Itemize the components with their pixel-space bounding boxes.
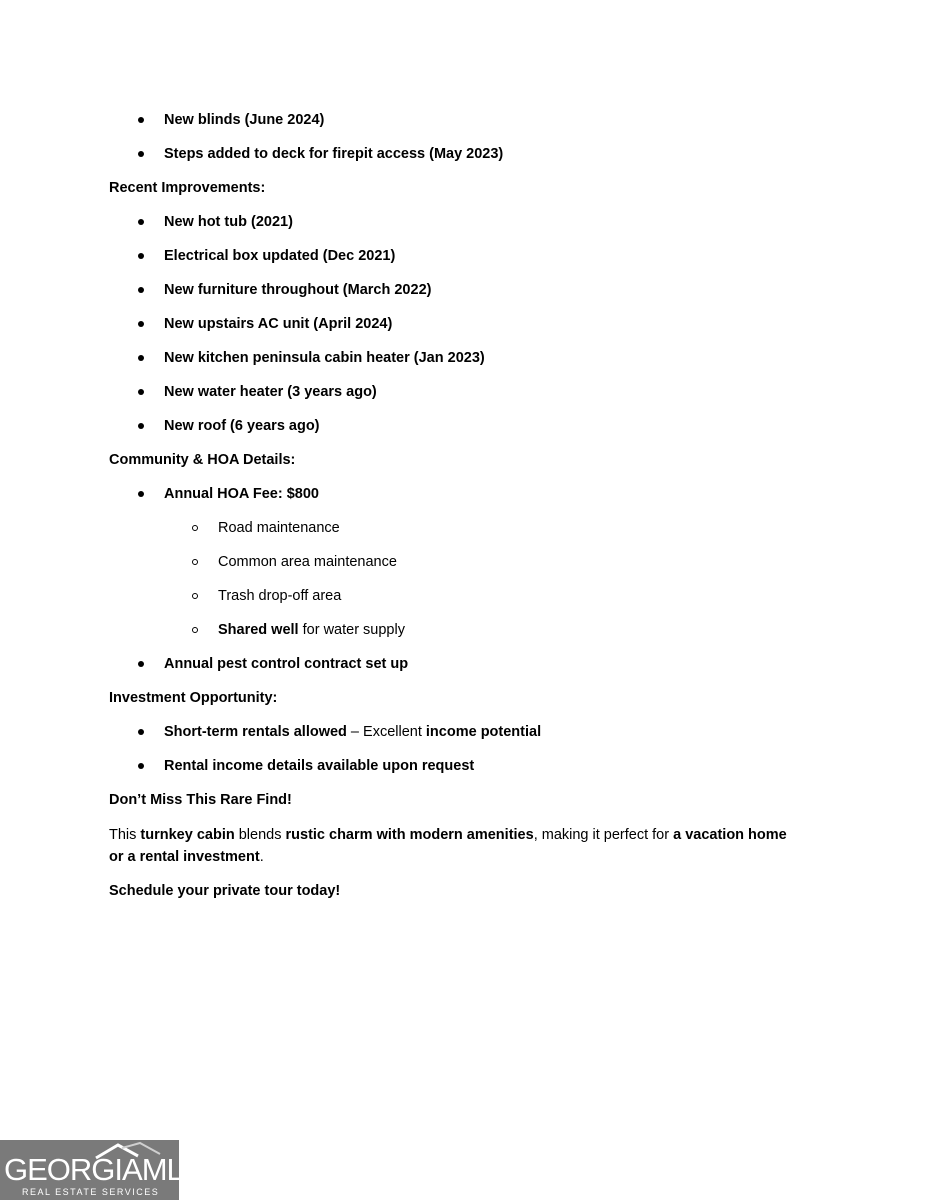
closing-paragraph-line-2: [109, 847, 264, 867]
bullet-icon: [138, 219, 144, 225]
circle-bullet-icon: [192, 593, 198, 599]
bullet-icon: [138, 151, 144, 157]
hoa-sub-item-well: [218, 620, 405, 640]
hoa-sub-item: Trash drop-off area: [218, 588, 342, 604]
list-item: New blinds (June 2024): [164, 112, 325, 128]
closing-paragraph-line-1: [109, 825, 787, 845]
list-item: Steps added to deck for firepit access (May 2023): [164, 146, 504, 162]
bullet-icon: [138, 763, 144, 769]
recent-improvements-heading: Recent Improvements:: [109, 180, 266, 196]
bullet-icon: [138, 423, 144, 429]
turnkey-cabin-text: turnkey cabin: [140, 827, 235, 843]
hoa-sub-item: Road maintenance: [218, 520, 340, 536]
list-item: New water heater (3 years ago): [164, 384, 377, 400]
georgia-mls-logo: [0, 1140, 203, 1200]
circle-bullet-icon: [192, 525, 198, 531]
investment-heading: Investment Opportunity:: [109, 690, 278, 706]
bullet-icon: [138, 287, 144, 293]
list-item: New roof (6 years ago): [164, 418, 320, 434]
bullet-icon: [138, 729, 144, 735]
circle-bullet-icon: [192, 627, 198, 633]
str-label: Short-term rentals allowed: [164, 724, 347, 740]
text-run: blends: [234, 827, 286, 843]
list-item: New hot tub (2021): [164, 214, 293, 230]
bullet-icon: [138, 117, 144, 123]
bullet-icon: [138, 321, 144, 327]
bullet-icon: [138, 389, 144, 395]
bullet-icon: [138, 491, 144, 497]
shared-well-label: Shared well: [218, 622, 299, 638]
str-dash-text: – Excellent: [346, 724, 426, 740]
shared-well-text: for water supply: [298, 622, 405, 638]
list-item: New kitchen peninsula cabin heater (Jan 2023): [164, 350, 485, 366]
hoa-sub-item: Common area maintenance: [218, 554, 397, 570]
logo-wordmark: GEORGIAMLS: [4, 1152, 203, 1187]
list-item: Electrical box updated (Dec 2021): [164, 248, 396, 264]
hoa-fee: Annual HOA Fee: $800: [164, 486, 319, 502]
text-run: This: [109, 827, 141, 843]
circle-bullet-icon: [192, 559, 198, 565]
income-potential-label: income potential: [425, 724, 542, 740]
pest-control-item: Annual pest control contract set up: [164, 656, 409, 672]
bullet-icon: [138, 253, 144, 259]
list-item: New furniture throughout (March 2022): [164, 282, 432, 298]
logo-tagline: REAL ESTATE SERVICES: [22, 1187, 160, 1197]
text-run: , making it perfect for: [533, 827, 674, 843]
bullet-icon: [138, 661, 144, 667]
rental-income-item: Rental income details available upon request: [164, 758, 475, 774]
rustic-charm-text: rustic charm with modern amenities: [285, 827, 534, 843]
short-term-rentals-item: [164, 722, 541, 742]
bullet-icon: [138, 355, 144, 361]
rental-investment-text: or a rental investment: [109, 849, 260, 865]
list-item: New upstairs AC unit (April 2024): [164, 316, 393, 332]
call-to-action: Schedule your private tour today!: [109, 883, 341, 899]
closing-heading: Don’t Miss This Rare Find!: [109, 792, 292, 808]
text-run: .: [259, 849, 264, 865]
hoa-heading: Community & HOA Details:: [109, 452, 296, 468]
vacation-home-text: a vacation home: [673, 827, 787, 843]
